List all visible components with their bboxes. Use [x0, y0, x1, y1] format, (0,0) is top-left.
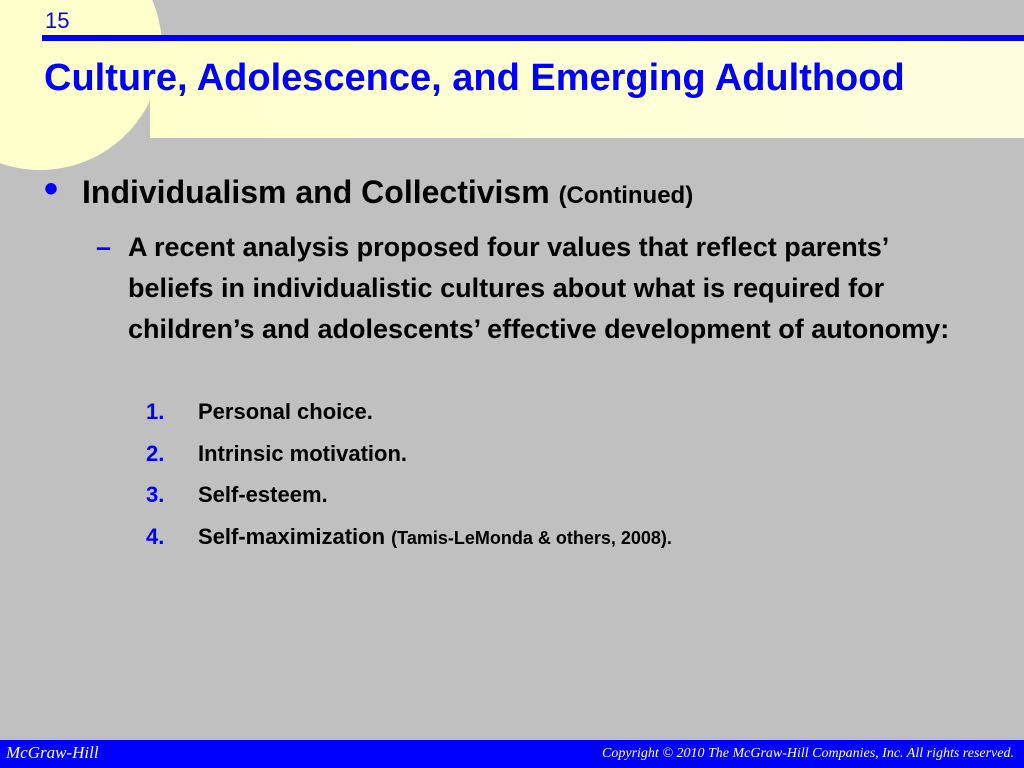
copyright-label: Copyright © 2010 The McGraw-Hill Companies, Inc. All rights reserved.: [602, 746, 1014, 761]
slide-number: 15: [45, 8, 70, 33]
values-list: [146, 397, 946, 563]
top-rule: [42, 35, 1024, 41]
sub-bullet-text: A recent analysis proposed four values that reflect parents’ beliefs in individualistic cultures about what is required for children’s and adolescents’ effective development of autonomy:: [128, 232, 950, 344]
continued-label: (Continued): [558, 182, 694, 209]
publisher-label: McGraw-Hill: [6, 743, 99, 762]
list-number: 4.: [146, 523, 165, 549]
slide-title: Culture, Adolescence, and Emerging Adulthood: [44, 57, 905, 99]
bullet-heading: Individualism and Collectivism: [82, 174, 550, 210]
list-number: 3.: [146, 482, 165, 507]
list-item: [146, 480, 946, 522]
value-label: Personal choice.: [198, 399, 373, 424]
bullet-text: [82, 172, 693, 216]
list-item: [146, 397, 946, 439]
list-item-text: [198, 439, 407, 469]
bullet-icon: •: [44, 167, 59, 211]
list-item-text: [198, 480, 328, 510]
list-item: [146, 439, 946, 481]
list-item-text: [198, 397, 373, 427]
dash-icon: –: [96, 232, 112, 262]
value-label: Self-maximization: [198, 523, 386, 549]
list-item: [146, 522, 946, 564]
footer-bar: [0, 740, 1024, 768]
list-number: 1.: [146, 399, 165, 424]
value-label: Self-esteem.: [198, 482, 328, 507]
citation: (Tamis-LeMonda & others, 2008).: [391, 527, 672, 548]
list-number: 2.: [146, 440, 165, 466]
list-item-text: [198, 522, 672, 553]
value-label: Intrinsic motivation.: [198, 440, 408, 466]
sub-bullet-item: [96, 227, 976, 350]
